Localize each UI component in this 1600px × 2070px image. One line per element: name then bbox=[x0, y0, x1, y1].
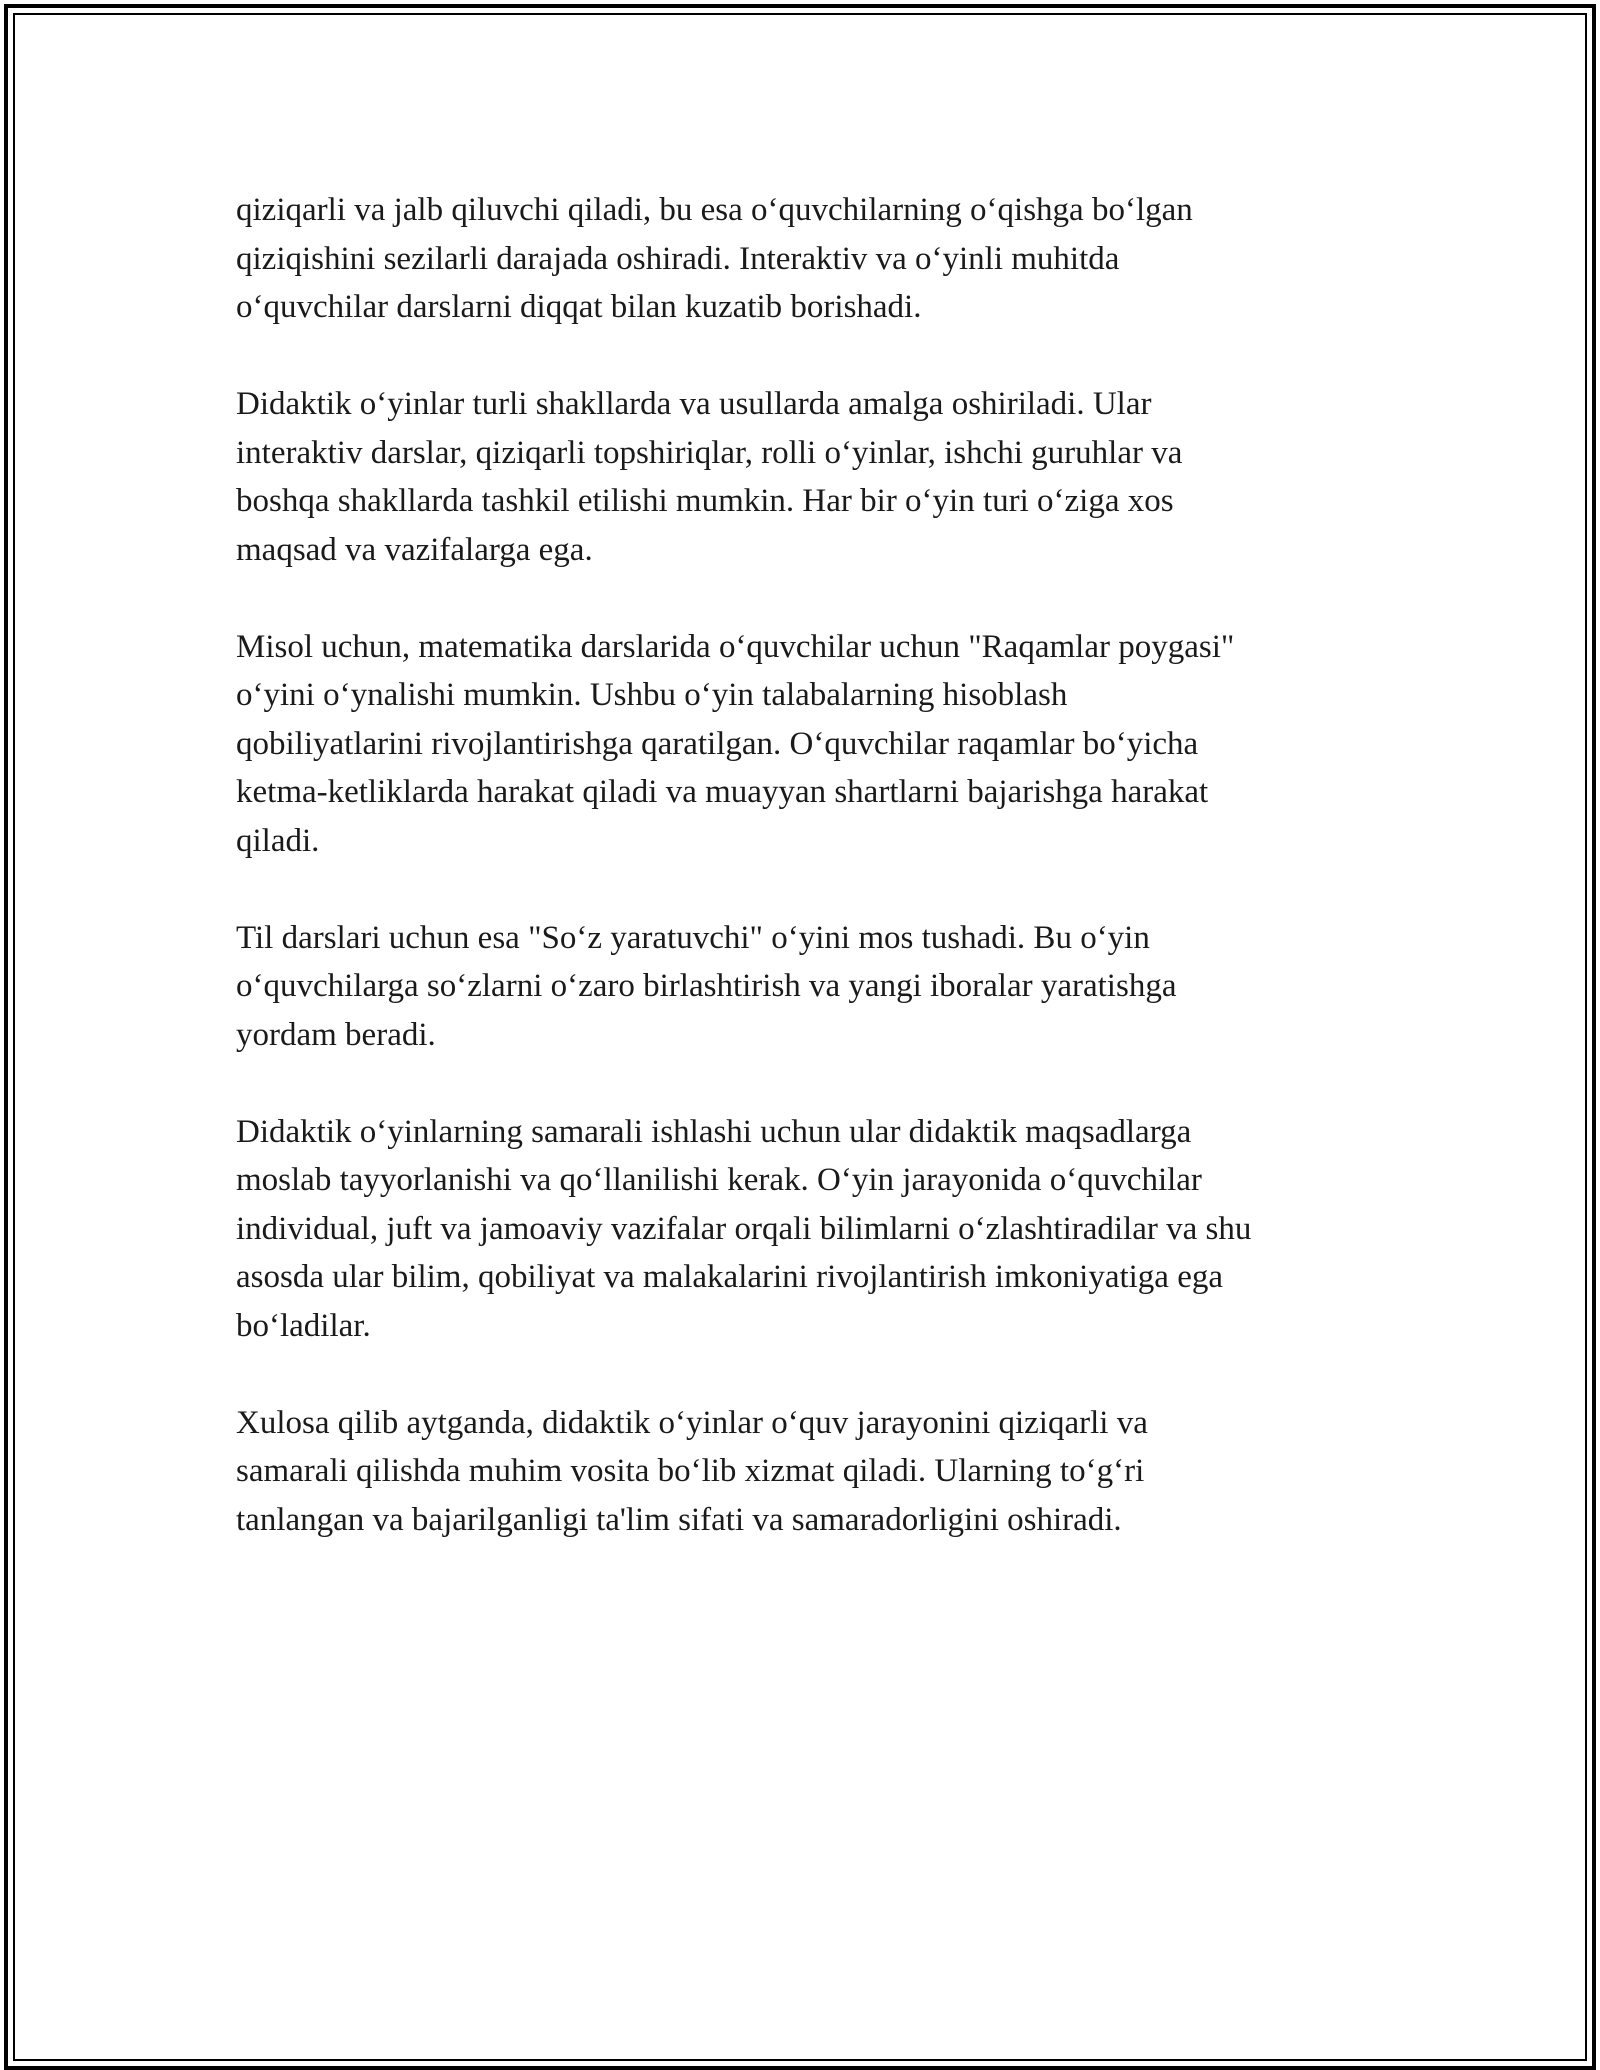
text-line: bo‘ladilar. bbox=[236, 1307, 371, 1344]
text-line: yordam beradi. bbox=[236, 1016, 436, 1053]
text-line: Til darslari uchun esa "So‘z yaratuvchi" o‘yini mos tushadi. Bu o‘yin bbox=[236, 919, 1150, 956]
text-line: qiziqarli va jalb qiluvchi qiladi, bu esa o‘quvchilarning o‘qishga bo‘lgan bbox=[236, 192, 1193, 228]
text-line: o‘quvchilarga so‘zlarni o‘zaro birlashtirish va yangi iboralar yaratishga bbox=[236, 968, 1177, 1004]
text-line: qobiliyatlarini rivojlantirishga qaratilgan. O‘quvchilar raqamlar bo‘yicha bbox=[236, 725, 1199, 762]
paragraph-1 bbox=[236, 186, 1376, 332]
text-line: maqsad va vazifalarga ega. bbox=[236, 531, 593, 568]
text-line: interaktiv darslar, qiziqarli topshiriqlar, rolli o‘yinlar, ishchi guruhlar va bbox=[236, 434, 1183, 471]
text-line: boshqa shakllarda tashkil etilishi mumkin. Har bir o‘yin turi o‘ziga xos bbox=[236, 483, 1174, 519]
text-line: Didaktik o‘yinlar turli shakllarda va usullarda amalga oshiriladi. Ular bbox=[236, 386, 1152, 422]
paragraph-5 bbox=[236, 1108, 1376, 1351]
text-line: Xulosa qilib aytganda, didaktik o‘yinlar o‘quv jarayonini qiziqarli va bbox=[236, 1404, 1148, 1441]
text-line: asosda ular bilim, qobiliyat va malakalarini rivojlantirish imkoniyatiga ega bbox=[236, 1259, 1224, 1295]
paragraph-6 bbox=[236, 1399, 1376, 1545]
text-line: o‘yini o‘ynalishi mumkin. Ushbu o‘yin talabalarning hisoblash bbox=[236, 677, 1068, 713]
paragraph-3 bbox=[236, 623, 1376, 866]
text-line: samarali qilishda muhim vosita bo‘lib xizmat qiladi. Ularning to‘g‘ri bbox=[236, 1453, 1145, 1489]
text-line: qiziqishini sezilarli darajada oshiradi. Interaktiv va o‘yinli muhitda bbox=[236, 240, 1120, 277]
document-body bbox=[236, 186, 1376, 1593]
text-line: Misol uchun, matematika darslarida o‘quvchilar uchun "Raqamlar poygasi" bbox=[236, 628, 1235, 665]
text-line: qiladi. bbox=[236, 822, 320, 859]
text-line: individual, juft va jamoaviy vazifalar orqali bilimlarni o‘zlashtiradilar va shu bbox=[236, 1210, 1252, 1247]
text-line: ketma-ketliklarda harakat qiladi va muayyan shartlarni bajarishga harakat bbox=[236, 774, 1209, 810]
text-line: Didaktik o‘yinlarning samarali ishlashi uchun ular didaktik maqsadlarga bbox=[236, 1113, 1192, 1150]
text-line: o‘quvchilar darslarni diqqat bilan kuzatib borishadi. bbox=[236, 289, 922, 325]
paragraph-2 bbox=[236, 380, 1376, 574]
text-line: moslab tayyorlanishi va qo‘llanilishi kerak. O‘yin jarayonida o‘quvchilar bbox=[236, 1162, 1202, 1198]
text-line: tanlangan va bajarilganligi ta'lim sifati va samaradorligini oshiradi. bbox=[236, 1501, 1122, 1538]
paragraph-4 bbox=[236, 914, 1376, 1060]
